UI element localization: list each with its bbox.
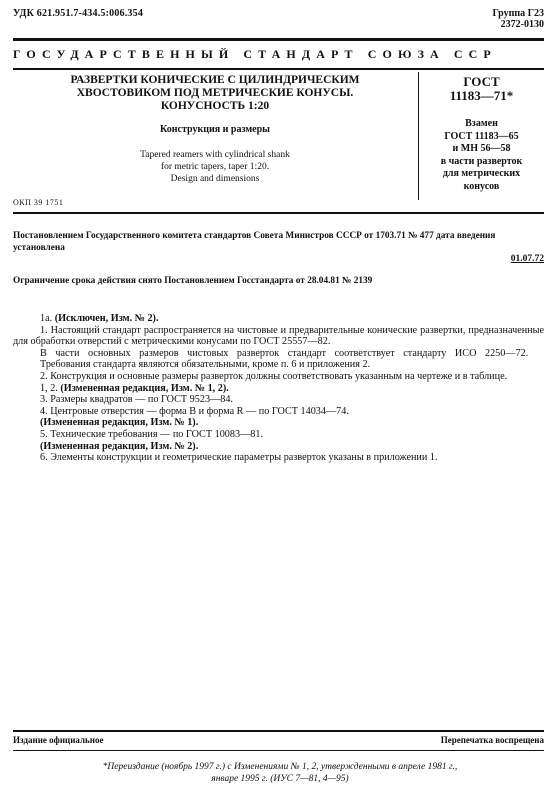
clause-1-2-change: [13, 383, 544, 395]
clause-number: 1, 2.: [40, 382, 58, 394]
clause-1a: [13, 313, 544, 325]
english-title-line: for metric tapers, taper 1:20.: [160, 162, 270, 172]
reprint-prohibited-label: Перепечатка воспрещена: [440, 735, 544, 745]
decree-text: Постановлением Государственного комитета стандартов Совета Министров СССР от 1703.71 № 477 дата введения установлена: [13, 231, 496, 253]
clause-3: 3. Размеры квадратов — по ГОСТ 9523—84.: [40, 394, 233, 406]
footer-rule: [13, 730, 544, 732]
clause-1: 1. Настоящий стандарт распространяется на чистовые и предварительные конические развертки, предназначенные для обработки отверстий с метрическими конусами по ГОСТ 25557—82.: [13, 324, 544, 348]
okp-code: ОКП 39 1751: [13, 198, 64, 207]
reissue-line: январе 1995 г. (ИУС 7—81, 4—95): [211, 774, 349, 784]
clause-5: 5. Технические требования — по ГОСТ 10083—81.: [40, 428, 264, 440]
top-rule: [13, 38, 544, 41]
replacement-note: [419, 118, 544, 193]
clause-4: 4. Центровые отверстия — форма В и форма R — по ГОСТ 14034—74.: [40, 405, 349, 417]
replacement-line: конусов: [463, 180, 500, 192]
english-title-line: Design and dimensions: [170, 174, 260, 184]
okp-rule: [13, 212, 544, 214]
english-title-line: Tapered reamers with cylindrical shank: [140, 150, 290, 160]
standard-banner: ГОСУДАРСТВЕННЫЙ СТАНДАРТ СОЮЗА ССР: [13, 47, 497, 61]
clause-change-note: (Измененная редакция, Изм. № 1, 2).: [60, 382, 229, 394]
effective-date: 01.07.72: [510, 254, 544, 264]
document-subtitle: Конструкция и размеры: [160, 124, 270, 135]
validity-limit-note: Ограничение срока действия снято Постановлением Госстандарта от 28.04.81 № 2139: [13, 276, 373, 286]
clause-change-note: (Исключен, Изм. № 2).: [54, 313, 159, 324]
gost-number: [419, 75, 544, 103]
clause-5-change: (Измененная редакция, Изм. № 2).: [40, 440, 199, 452]
clause-6: 6. Элементы конструкции и геометрические параметры разверток указаны в приложении 1.: [40, 452, 438, 464]
replacement-line: Взамен: [465, 118, 498, 129]
clause-4-change: (Измененная редакция, Изм. № 1).: [40, 417, 199, 429]
reissue-line: *Переиздание (ноябрь 1997 г.) с Изменениями № 1, 2, утвержденными в апреле 1981 г.,: [102, 762, 458, 772]
clause-1-iso: В части основных размеров чистовых разверток стандарт соответствует стандарту ИСО 2250—72.: [40, 347, 529, 359]
udk-code: УДК 621.951.7-434.5:006.354: [13, 8, 144, 19]
gost-code: 11183—71*: [449, 88, 514, 103]
title-line: КОНУСНОСТЬ 1:20: [160, 100, 270, 112]
replacement-line: для метрических: [442, 168, 521, 179]
group-number: 2372-0130: [500, 19, 544, 30]
title-line: ХВОСТОВИКОМ ПОД МЕТРИЧЕСКИЕ КОНУСЫ.: [76, 87, 354, 99]
replacement-line: в части разверток: [440, 155, 523, 167]
document-body: [13, 313, 544, 464]
clause-number: 1а.: [40, 313, 53, 324]
group-code: [492, 8, 544, 30]
clause-1-mandatory: Требования стандарта являются обязательными, кроме п. 6 и приложения 2.: [40, 359, 371, 371]
banner-rule: [13, 68, 544, 70]
english-title: [30, 149, 400, 185]
group-line: Группа Г23: [492, 8, 544, 19]
replacement-line: ГОСТ 11183—65: [444, 130, 519, 142]
reissue-note: [60, 761, 500, 785]
title-line: РАЗВЕРТКИ КОНИЧЕСКИЕ С ЦИЛИНДРИЧЕСКИМ: [70, 74, 360, 86]
footer-rule-lower: [13, 750, 544, 751]
official-edition-label: Издание официальное: [13, 735, 104, 745]
gost-label: ГОСТ: [463, 74, 500, 89]
clause-2: 2. Конструкция и основные размеры разверток должны соответствовать указанным на чертеже и в таблице.: [40, 370, 508, 382]
replacement-line: и МН 56—58: [452, 143, 511, 154]
document-title: [30, 74, 400, 113]
